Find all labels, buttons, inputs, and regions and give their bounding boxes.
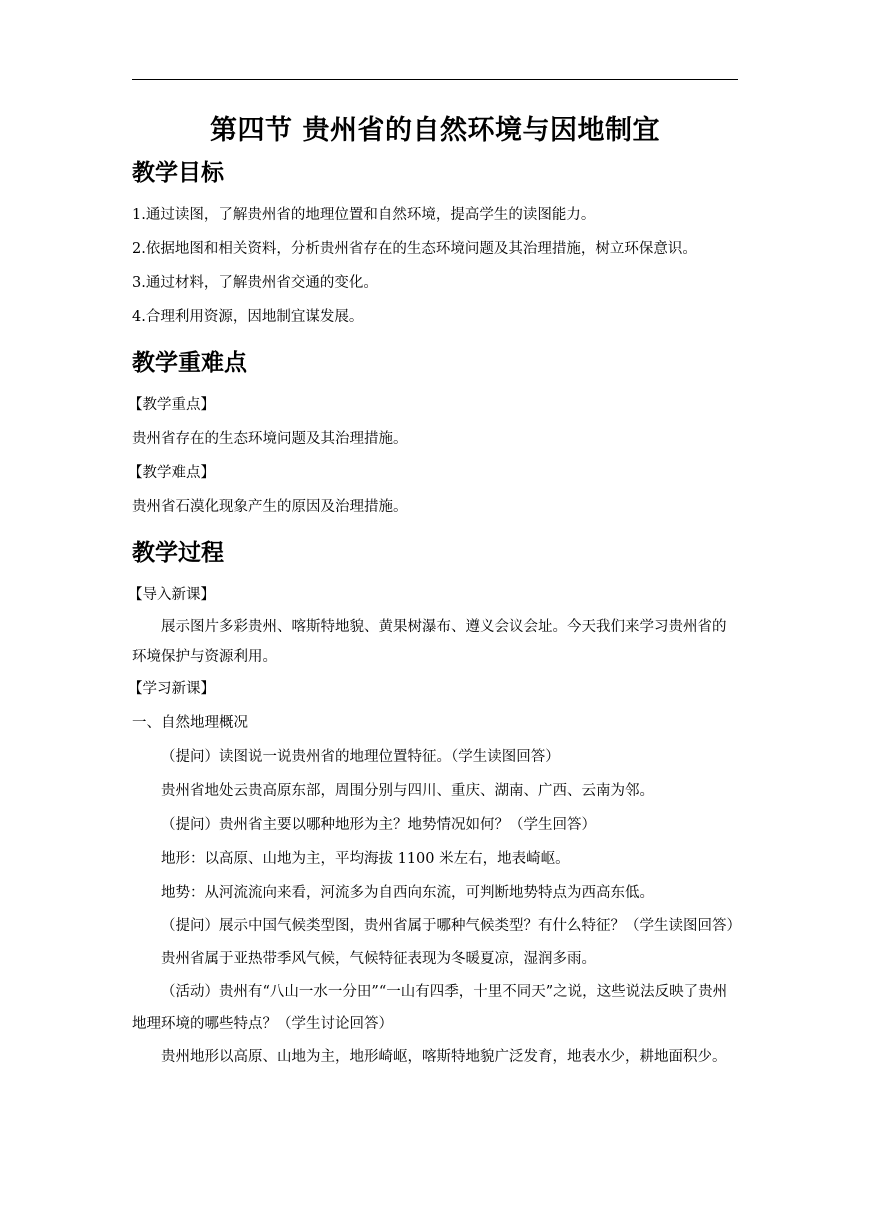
section-heading-key-points: 教学重难点 xyxy=(132,350,247,376)
paragraph: （提问）读图说一说贵州省的地理位置特征。（学生读图回答） xyxy=(161,749,560,765)
goal-item: 2.依据地图和相关资料，分析贵州省存在的生态环境问题及其治理措施，树立环保意识。 xyxy=(132,241,697,257)
paragraph: 地形：以高原、山地为主，平均海拔 1100 米左右，地表崎岖。 xyxy=(161,851,570,867)
focus-label: 【教学重点】 xyxy=(128,397,215,413)
goal-item: 1.通过读图，了解贵州省的地理位置和自然环境，提高学生的读图能力。 xyxy=(132,207,596,223)
page-title: 第四节 贵州省的自然环境与因地制宜 xyxy=(210,115,660,146)
intro-label: 【导入新课】 xyxy=(128,587,215,603)
paragraph: 地势：从河流流向来看，河流多为自西向东流，可判断地势特点为西高东低。 xyxy=(161,885,654,901)
header-rule xyxy=(132,79,738,80)
goal-item: 4.合理利用资源，因地制宜谋发展。 xyxy=(132,309,364,325)
paragraph: （活动）贵州有“八山一水一分田”“一山有四季，十里不同天”之说，这些说法反映了贵州地理环境的哪些特点？（学生讨论回答） xyxy=(132,984,728,1032)
learn-label: 【学习新课】 xyxy=(128,681,215,697)
part-title: 一、自然地理概况 xyxy=(132,715,248,731)
document-body xyxy=(128,108,741,1074)
goal-item: 3.通过材料，了解贵州省交通的变化。 xyxy=(132,275,378,291)
section-heading-goals: 教学目标 xyxy=(132,160,224,186)
intro-text: 展示图片多彩贵州、喀斯特地貌、黄果树瀑布、遵义会议会址。今天我们来学习贵州省的环境保护与资源利用。 xyxy=(132,619,727,665)
paragraph: 贵州地形以高原、山地为主，地形崎岖，喀斯特地貌广泛发育，地表水少，耕地面积少。 xyxy=(161,1049,727,1065)
focus-text: 贵州省存在的生态环境问题及其治理措施。 xyxy=(132,431,408,447)
section-heading-process: 教学过程 xyxy=(132,540,224,566)
difficulty-label: 【教学难点】 xyxy=(128,465,215,481)
paragraph: （提问）展示中国气候类型图，贵州省属于哪种气候类型？有什么特征？（学生读图回答） xyxy=(161,918,741,934)
difficulty-text: 贵州省石漠化现象产生的原因及治理措施。 xyxy=(132,499,408,515)
paragraph: 贵州省地处云贵高原东部，周围分别与四川、重庆、湖南、广西、云南为邻。 xyxy=(161,783,654,799)
paragraph: （提问）贵州省主要以哪种地形为主？地势情况如何？（学生回答） xyxy=(161,817,596,833)
paragraph: 贵州省属于亚热带季风气候，气候特征表现为冬暖夏凉，湿润多雨。 xyxy=(161,951,596,967)
